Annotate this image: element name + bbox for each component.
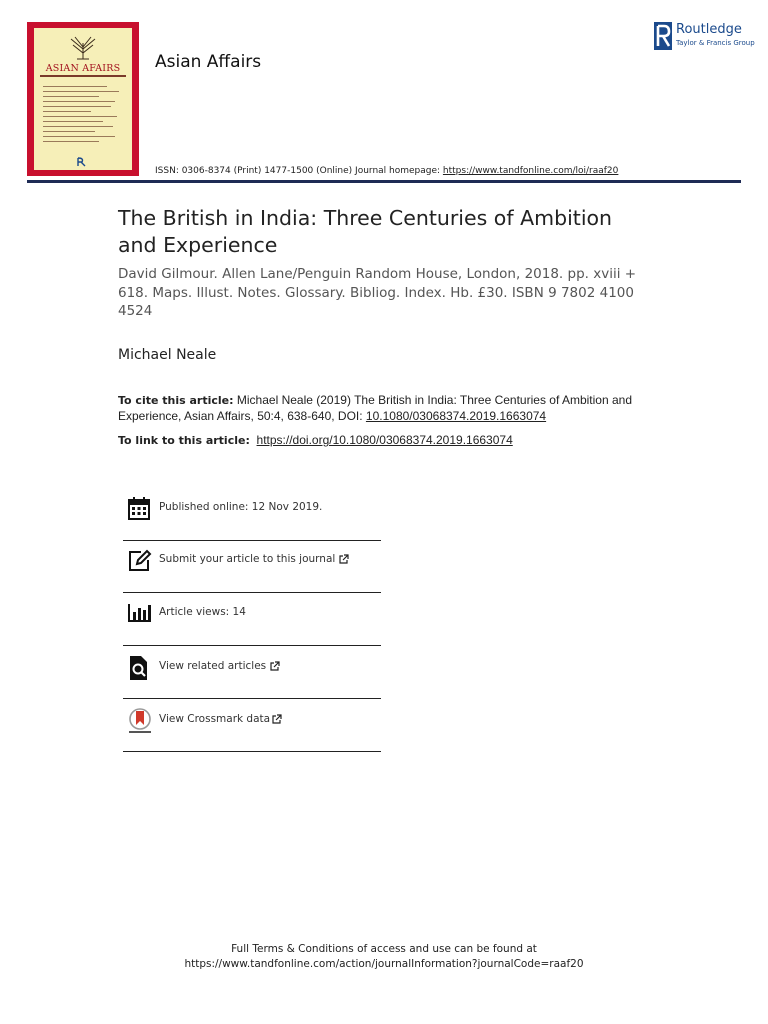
routledge-logo-icon	[654, 22, 672, 50]
publisher-logo[interactable]	[654, 22, 755, 54]
article-doi-url-link[interactable]: https://doi.org/10.1080/03068374.2019.1663074	[256, 433, 513, 447]
external-link-icon	[272, 714, 282, 724]
published-online-item	[123, 496, 381, 542]
article-link-block	[118, 433, 678, 447]
info-divider	[123, 645, 381, 646]
crossmark-item[interactable]	[123, 708, 381, 754]
published-online-label: Published online: 12 Nov 2019.	[159, 501, 323, 513]
citation-block	[118, 393, 658, 424]
crossmark-icon	[127, 708, 153, 736]
header-divider	[27, 180, 741, 183]
cover-title: ASIAN AFAIRS	[45, 63, 121, 74]
cover-publisher-logo	[76, 157, 90, 167]
cover-contents-lines	[43, 86, 123, 146]
submit-article-label: Submit your article to this journal	[159, 553, 349, 565]
info-divider	[123, 592, 381, 593]
publisher-name: Routledge	[676, 22, 742, 37]
journal-cover-image	[27, 22, 139, 176]
info-divider	[123, 540, 381, 541]
issn-line	[155, 166, 618, 176]
doi-link[interactable]: 10.1080/03068374.2019.1663074	[365, 408, 547, 423]
related-articles-item[interactable]	[123, 655, 381, 701]
terms-url[interactable]: https://www.tandfonline.com/action/journalInformation?journalCode=raaf20	[184, 958, 584, 970]
related-articles-label: View related articles	[159, 660, 280, 672]
article-author: Michael Neale	[118, 347, 217, 363]
publisher-tagline: Taylor & Francis Group	[676, 39, 755, 47]
journal-name: Asian Affairs	[155, 52, 262, 72]
citation-label: To cite this article:	[118, 394, 234, 407]
info-divider	[123, 698, 381, 699]
cover-emblem-icon	[67, 35, 99, 61]
article-title: The British in India: Three Centuries of Ambition and Experience	[118, 206, 613, 257]
terms-footer	[0, 942, 768, 972]
article-views-item	[123, 601, 381, 647]
external-link-icon	[339, 554, 349, 564]
submit-article-item[interactable]	[123, 548, 381, 594]
edit-icon	[127, 548, 153, 574]
external-link-icon	[270, 661, 280, 671]
article-views-label: Article views: 14	[159, 606, 246, 618]
link-label: To link to this article:	[118, 434, 250, 447]
cover-subtitle-band	[40, 75, 126, 78]
book-details: David Gilmour. Allen Lane/Penguin Random House, London, 2018. pp. xviii + 618. Maps. Illust. Notes. Glossary. Bibliog. Index. Hb. £30. ISBN 9 7802 4100 4524	[118, 266, 637, 319]
issn-text: ISSN: 0306-8374 (Print) 1477-1500 (Online) Journal homepage:	[155, 166, 443, 176]
search-document-icon	[127, 655, 153, 681]
journal-homepage-link[interactable]: https://www.tandfonline.com/loi/raaf20	[442, 166, 619, 176]
crossmark-label: View Crossmark data	[159, 713, 282, 725]
bar-chart-icon	[127, 601, 153, 627]
citation-text: Michael Neale (2019) The British in India: Three Centuries of Ambition and Experience, Asian Affairs, 50:4, 638-640, DOI:	[118, 393, 632, 423]
calendar-icon	[127, 496, 153, 522]
terms-text: Full Terms & Conditions of access and use can be found at	[231, 943, 537, 955]
info-divider	[123, 751, 381, 752]
